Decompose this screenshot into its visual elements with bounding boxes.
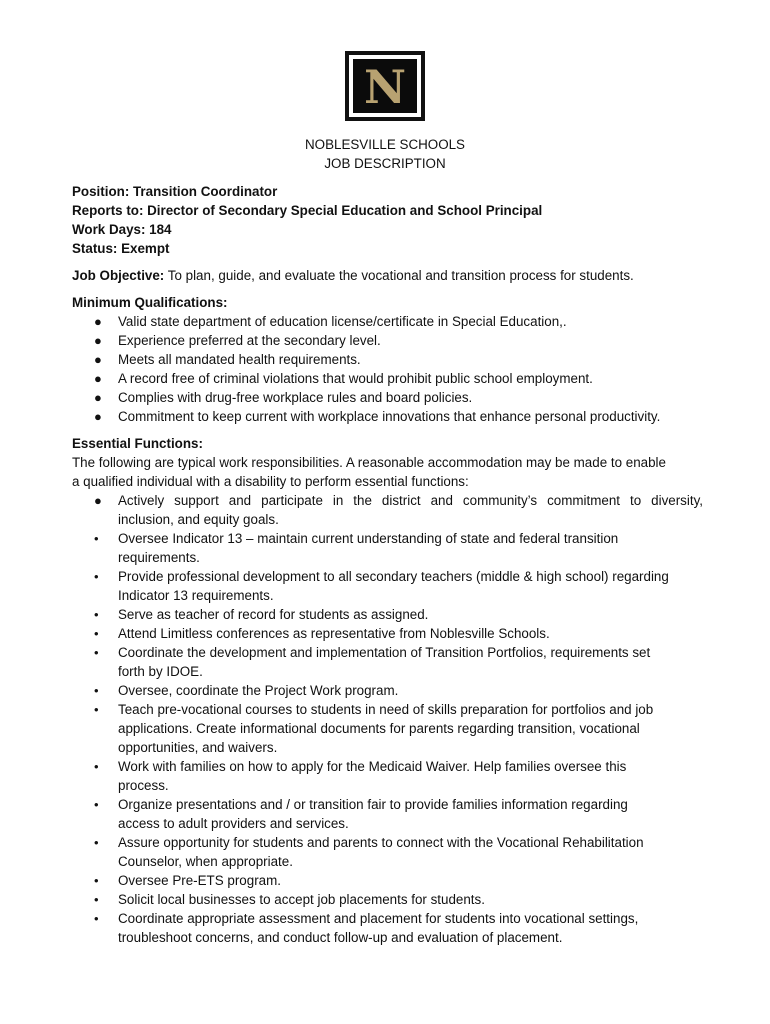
bullet-dot-icon: ● — [94, 409, 102, 424]
work-days-line: Work Days: 184 — [72, 222, 172, 237]
status-line: Status: Exempt — [72, 241, 170, 256]
essential-intro-line-2: a qualified individual with a disability to perform essential functions: — [72, 474, 469, 489]
qualification-item: Valid state department of education license/certificate in Special Education,. — [118, 314, 567, 329]
bullet-dot-icon: • — [94, 873, 99, 888]
essential-function-line: Oversee Indicator 13 – maintain current understanding of state and federal transition — [118, 531, 619, 546]
essential-function-line: requirements. — [118, 550, 200, 565]
essential-intro-line-1: The following are typical work responsibilities. A reasonable accommodation may be made to enable — [72, 455, 666, 470]
bullet-dot-icon: ● — [94, 493, 102, 508]
essential-function-line: troubleshoot concerns, and conduct follow-up and evaluation of placement. — [118, 930, 563, 945]
essential-function-line: opportunities, and waivers. — [118, 740, 278, 755]
bullet-dot-icon: • — [94, 531, 99, 546]
essential-function-line: Oversee, coordinate the Project Work program. — [118, 683, 399, 698]
essential-function-line: Indicator 13 requirements. — [118, 588, 274, 603]
job-objective-label: Job Objective: — [72, 268, 165, 283]
min-qualifications-heading: Minimum Qualifications: — [72, 295, 228, 310]
bullet-dot-icon: • — [94, 645, 99, 660]
bullet-dot-icon: ● — [94, 371, 102, 386]
position-line: Position: Transition Coordinator — [72, 184, 278, 199]
essential-function-line: Actively support and participate in the district and community’s commitment to diversity, — [118, 493, 703, 508]
essential-function-line: Attend Limitless conferences as representative from Noblesville Schools. — [118, 626, 550, 641]
district-name: NOBLESVILLE SCHOOLS — [304, 137, 465, 152]
bullet-dot-icon: ● — [94, 352, 102, 367]
bullet-dot-icon: • — [94, 835, 99, 850]
essential-function-line: Provide professional development to all secondary teachers (middle & high school) regarding — [118, 569, 669, 584]
essential-function-line: Coordinate appropriate assessment and placement for students into vocational settings, — [118, 911, 639, 926]
qualification-item: Experience preferred at the secondary level. — [118, 333, 381, 348]
bullet-dot-icon: • — [94, 797, 99, 812]
essential-function-line: Counselor, when appropriate. — [118, 854, 293, 869]
bullet-dot-icon: ● — [94, 390, 102, 405]
essential-functions-heading: Essential Functions: — [72, 436, 203, 451]
essential-function-line: Oversee Pre-ETS program. — [118, 873, 281, 888]
bullet-dot-icon: • — [94, 911, 99, 926]
essential-function-line: Solicit local businesses to accept job placements for students. — [118, 892, 485, 907]
essential-function-line: Serve as teacher of record for students as assigned. — [118, 607, 429, 622]
essential-function-line: applications. Create informational documents for parents regarding transition, vocational — [118, 721, 640, 736]
logo-letter-n-icon — [349, 55, 421, 117]
qualification-item: A record free of criminal violations that would prohibit public school employment. — [118, 371, 593, 386]
noblesville-logo — [345, 51, 425, 121]
essential-function-line: process. — [118, 778, 169, 793]
document-type: JOB DESCRIPTION — [324, 156, 446, 171]
bullet-dot-icon: ● — [94, 314, 102, 329]
job-objective — [72, 266, 634, 285]
bullet-dot-icon: • — [94, 569, 99, 584]
qualification-item: Complies with drug-free workplace rules and board policies. — [118, 390, 473, 405]
qualification-item: Meets all mandated health requirements. — [118, 352, 361, 367]
essential-function-line: access to adult providers and services. — [118, 816, 349, 831]
essential-function-line: forth by IDOE. — [118, 664, 203, 679]
bullet-dot-icon: ● — [94, 333, 102, 348]
job-objective-text: To plan, guide, and evaluate the vocational and transition process for students. — [164, 268, 634, 283]
bullet-dot-icon: • — [94, 683, 99, 698]
bullet-dot-icon: • — [94, 607, 99, 622]
essential-function-line: Organize presentations and / or transition fair to provide families information regarding — [118, 797, 628, 812]
logo-letter: N — [363, 59, 407, 114]
essential-function-line: inclusion, and equity goals. — [118, 512, 279, 527]
qualification-item: Commitment to keep current with workplace innovations that enhance personal productivity. — [118, 409, 661, 424]
bullet-dot-icon: • — [94, 892, 99, 907]
essential-function-line: Work with families on how to apply for the Medicaid Waiver. Help families oversee this — [118, 759, 627, 774]
bullet-dot-icon: • — [94, 759, 99, 774]
reports-to-line: Reports to: Director of Secondary Special Education and School Principal — [72, 203, 543, 218]
bullet-dot-icon: • — [94, 626, 99, 641]
essential-function-line: Assure opportunity for students and parents to connect with the Vocational Rehabilitation — [118, 835, 644, 850]
essential-function-line: Coordinate the development and implementation of Transition Portfolios, requirements set — [118, 645, 651, 660]
essential-function-line: Teach pre-vocational courses to students in need of skills preparation for portfolios and job — [118, 702, 654, 717]
bullet-dot-icon: • — [94, 702, 99, 717]
